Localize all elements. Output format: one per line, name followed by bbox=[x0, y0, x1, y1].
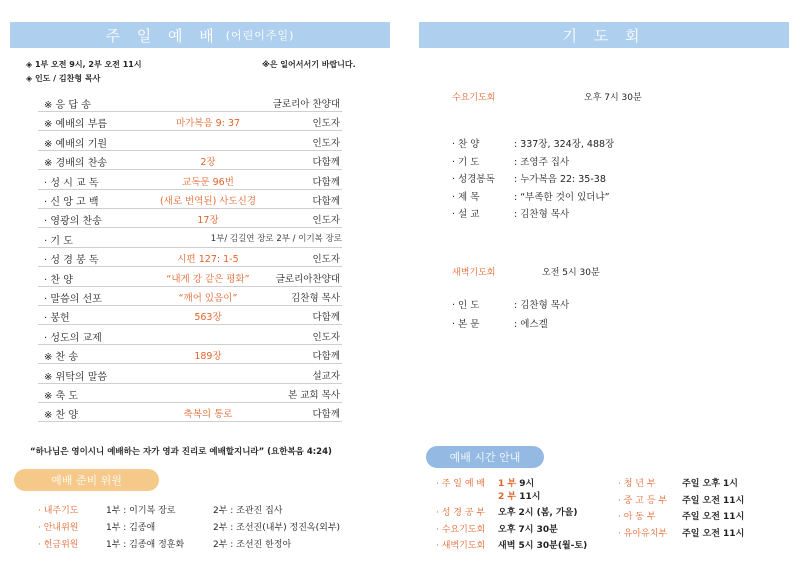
order-row bbox=[38, 190, 342, 209]
wed-prayer-label: 수요기도회 bbox=[452, 93, 496, 103]
order-item-leader: 본 교회 목사 bbox=[288, 390, 340, 401]
order-item-detail: 563장 bbox=[194, 312, 222, 324]
order-item-leader: 다함께 bbox=[312, 157, 340, 169]
order-item-leader: 다함께 bbox=[312, 312, 340, 324]
schedule-time: 주일 오전 11시 bbox=[682, 528, 745, 539]
order-item-detail: 교독문 96번 bbox=[182, 176, 234, 188]
schedule-row bbox=[436, 522, 558, 535]
order-item-leader: 다함께 bbox=[312, 176, 340, 188]
order-item-detail: (새로 번역된) 사도신경 bbox=[159, 196, 257, 207]
worship-header bbox=[10, 22, 390, 48]
dawn-prayer-value: : 김찬형 목사 bbox=[514, 300, 570, 311]
order-row bbox=[38, 326, 342, 345]
wed-prayer-value: : 누가복음 22: 35-38 bbox=[514, 174, 606, 186]
wed-prayer-key: · 찬 양 bbox=[452, 139, 480, 150]
order-row bbox=[38, 268, 342, 287]
order-item-detail: 1부/ 김길연 장로 2부 / 이기복 장로 bbox=[210, 233, 342, 244]
order-item-name: · 기 도 bbox=[44, 235, 73, 247]
order-row bbox=[38, 229, 342, 248]
order-row bbox=[38, 151, 342, 170]
order-item-detail: 시편 127: 1-5 bbox=[177, 254, 239, 266]
schedule-time: 주일 오전 11시 bbox=[682, 495, 745, 506]
order-item-detail: 축복의 통로 bbox=[183, 409, 233, 421]
dawn-prayer-row bbox=[452, 316, 548, 330]
committee-first-service: 1부 : 김종애 bbox=[106, 523, 156, 533]
order-item-name: ※ 찬 송 bbox=[44, 352, 79, 364]
wed-prayer-time: 오후 7시 30분 bbox=[584, 93, 642, 103]
order-item-detail: 17장 bbox=[197, 215, 219, 227]
order-item-leader: 인도자 bbox=[312, 254, 340, 266]
order-item-leader: 인도자 bbox=[312, 215, 340, 227]
schedule-key: · 새벽기도회 bbox=[436, 541, 486, 551]
committee-second-service: 2부 : 조선진 한정아 bbox=[213, 540, 292, 550]
schedule-key: · 중 고 등 부 bbox=[618, 495, 668, 506]
order-item-name: · 영광의 찬송 bbox=[44, 216, 102, 228]
order-row bbox=[38, 171, 342, 190]
order-item-detail: “내게 강 같은 평화” bbox=[166, 273, 250, 285]
schedule-row bbox=[436, 489, 540, 502]
order-item-name: · 말씀의 선포 bbox=[44, 294, 102, 305]
scripture-verse: “하나님은 영이시니 예배하는 자가 영과 진리로 예배할지니라” (요한복음 4:24) bbox=[30, 447, 332, 457]
dawn-prayer-key: · 인 도 bbox=[452, 300, 480, 311]
order-item-name: ※ 찬 양 bbox=[44, 410, 79, 422]
worship-subtitle: (어린이주일) bbox=[225, 29, 295, 42]
order-row bbox=[38, 112, 342, 131]
wed-prayer-value: : 조영주 집사 bbox=[514, 156, 570, 168]
order-row bbox=[38, 345, 342, 364]
service-times: ◈ 1부 오전 9시, 2부 오전 11시 bbox=[26, 60, 142, 69]
committee-first-service: 1부 : 이기복 장로 bbox=[106, 506, 176, 516]
order-item-detail: 189장 bbox=[194, 351, 222, 363]
schedule-row bbox=[436, 476, 534, 489]
schedule-time: 9시 bbox=[516, 479, 535, 489]
prayer-header bbox=[419, 22, 789, 48]
order-item-leader: 인도자 bbox=[312, 118, 340, 130]
schedule-key: · 청 년 부 bbox=[618, 479, 656, 489]
order-row bbox=[38, 365, 342, 384]
dawn-prayer-heading bbox=[452, 265, 495, 278]
wed-prayer-key: · 기 도 bbox=[452, 156, 480, 168]
schedule-key: · 아 동 부 bbox=[618, 512, 656, 523]
order-item-leader: 설교자 bbox=[312, 370, 340, 382]
committee-first-service: 1부 : 김종애 정훈화 bbox=[106, 540, 185, 550]
wed-prayer-value: : 337장, 324장, 488장 bbox=[514, 139, 615, 150]
schedule-row bbox=[436, 505, 577, 518]
schedule-part: 2 부 bbox=[498, 492, 517, 502]
schedule-row bbox=[618, 476, 738, 489]
order-item-detail: “깨어 있음이” bbox=[178, 293, 238, 304]
order-item-leader: 김찬형 목사 bbox=[291, 293, 340, 304]
order-item-leader: 다함께 bbox=[312, 409, 340, 421]
committee-title: 예배 준비 위원 bbox=[14, 469, 159, 491]
wed-prayer-row bbox=[452, 154, 569, 168]
order-row bbox=[38, 132, 342, 151]
dawn-prayer-value: : 에스겔 bbox=[514, 319, 548, 330]
order-item-name: ※ 위탁의 말씀 bbox=[44, 371, 108, 383]
schedule-time: 오후 2시 (봄, 가을) bbox=[498, 508, 578, 518]
wed-prayer-value: : “부족한 것이 있더냐” bbox=[514, 191, 610, 203]
schedule-row bbox=[436, 538, 587, 551]
order-item-detail: 마가복음 9: 37 bbox=[175, 118, 241, 130]
order-row bbox=[38, 93, 342, 112]
order-item-leader: 인도자 bbox=[312, 331, 340, 343]
schedule-time: 오후 7시 30분 bbox=[498, 525, 558, 535]
schedule-row bbox=[618, 526, 744, 539]
order-item-name: · 성도의 교제 bbox=[44, 332, 102, 344]
dawn-prayer-key: · 본 문 bbox=[452, 319, 480, 330]
committee-role: · 헌금위원 bbox=[38, 540, 79, 550]
committee-role: · 내주기도 bbox=[38, 506, 79, 516]
prayer-title: 기 도 회 bbox=[562, 26, 646, 45]
wed-prayer-value: : 김찬형 목사 bbox=[514, 209, 570, 221]
order-row bbox=[38, 306, 342, 325]
schedule-time: 11시 bbox=[516, 492, 541, 502]
order-item-name: ※ 경배의 찬송 bbox=[44, 158, 108, 170]
order-item-name: · 신 앙 고 백 bbox=[44, 197, 99, 208]
order-item-name: · 찬 양 bbox=[44, 274, 73, 286]
wed-prayer-row bbox=[452, 189, 610, 203]
schedule-time: 주일 오후 1시 bbox=[682, 479, 738, 489]
wed-prayer-row bbox=[452, 206, 569, 220]
order-row bbox=[38, 403, 342, 422]
service-leader: ◈ 인도 / 김찬형 목사 bbox=[26, 74, 101, 83]
schedule-key: · 주 일 예 배 bbox=[436, 479, 486, 489]
committee-second-service: 2부 : 조선진(내부) 정진옥(외부) bbox=[213, 523, 341, 533]
wed-prayer-row bbox=[452, 136, 614, 150]
order-row bbox=[38, 384, 342, 403]
standing-notice: ※은 일어서서기 바랍니다. bbox=[262, 60, 356, 69]
dawn-prayer-time: 오전 5시 30분 bbox=[542, 268, 600, 278]
wed-prayer-key: · 성경봉독 bbox=[452, 174, 495, 186]
order-row bbox=[38, 248, 342, 267]
schedule-row bbox=[618, 509, 744, 522]
order-item-leader: 글로리아찬양대 bbox=[275, 273, 340, 285]
order-item-leader: 글로리아 찬양대 bbox=[272, 99, 340, 110]
order-row bbox=[38, 209, 342, 228]
order-item-name: ※ 예배의 부름 bbox=[44, 119, 108, 131]
schedule-key: · 성 경 공 부 bbox=[436, 508, 486, 518]
schedule-title: 예배 시간 안내 bbox=[426, 446, 544, 468]
schedule-key: · 수요기도회 bbox=[436, 525, 486, 535]
schedule-key: · 유아유치부 bbox=[618, 528, 668, 539]
worship-title: 주 일 예 배 bbox=[105, 26, 220, 45]
order-item-leader: 인도자 bbox=[312, 137, 340, 149]
wed-prayer-key: · 제 목 bbox=[452, 191, 480, 203]
dawn-prayer-row bbox=[452, 297, 569, 311]
committee-second-service: 2부 : 조관진 집사 bbox=[213, 506, 283, 516]
schedule-row bbox=[618, 493, 744, 506]
schedule-time: 주일 오전 11시 bbox=[682, 512, 745, 523]
order-row bbox=[38, 287, 342, 306]
order-item-name: ※ 축 도 bbox=[44, 391, 79, 402]
order-item-leader: 다함께 bbox=[312, 196, 340, 207]
committee-role: · 안내위원 bbox=[38, 523, 79, 533]
order-item-name: ※ 응 답 송 bbox=[44, 100, 91, 111]
schedule-time: 새벽 5시 30분(월-토) bbox=[498, 541, 588, 551]
dawn-prayer-label: 새벽기도회 bbox=[452, 268, 496, 278]
schedule-part: 1 부 bbox=[498, 479, 517, 489]
order-item-leader: 다함께 bbox=[312, 351, 340, 363]
order-item-detail: 2장 bbox=[200, 157, 216, 169]
wed-prayer-row bbox=[452, 171, 606, 185]
order-item-name: · 성 시 교 독 bbox=[44, 177, 99, 189]
order-item-name: · 봉헌 bbox=[44, 313, 70, 325]
order-item-name: · 성 경 봉 독 bbox=[44, 255, 99, 267]
wed-prayer-heading bbox=[452, 90, 495, 103]
order-item-name: ※ 예배의 기원 bbox=[44, 138, 108, 150]
wed-prayer-key: · 설 교 bbox=[452, 209, 480, 221]
